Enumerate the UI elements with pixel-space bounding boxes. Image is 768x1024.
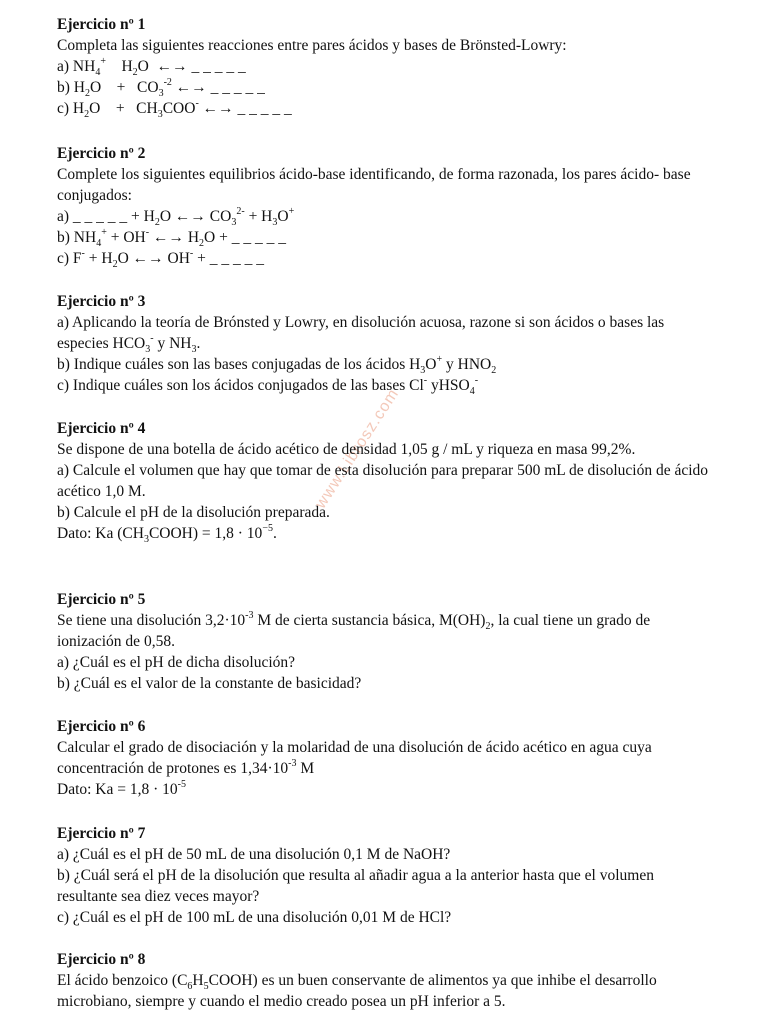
- question-a: a) ¿Cuál es el pH de dicha disolución?: [57, 654, 296, 671]
- exercise-title: Ejercicio nº 6: [57, 718, 146, 735]
- question-b: b) ¿Cuál será el pH de la disolución que resulta al añadir agua a la anterior hasta que el volumen resultante sea diez veces mayor?: [57, 867, 654, 905]
- question-a: a) Aplicando la teoría de Brónsted y Lowry, en disolución acuosa, razone si son ácidos o bases las especies $HCO_3^-$ y $NH_3$.: [57, 314, 665, 356]
- exercise-title: Ejercicio nº 3: [57, 293, 146, 310]
- exercise-4: [57, 418, 717, 544]
- question-b: b) Calcule el pH de la disolución preparada.: [57, 504, 330, 521]
- question-b: b) Indique cuáles son las bases conjugadas de los ácidos $H_3O^+$ y $HNO_2$: [57, 353, 497, 377]
- reaction-a: a) $NH_4^+$ $H_2O$ ←→ _ _ _ _ _: [57, 55, 246, 79]
- exercise-title: Ejercicio nº 4: [57, 420, 146, 437]
- equilibrium-c: c) $F^- + H_2O$ ←→ OH- + _ _ _ _ _: [57, 247, 265, 271]
- exercise-5: [57, 589, 717, 694]
- exercise-8: [57, 949, 717, 1012]
- exercise-intro: Complete los siguientes equilibrios ácido-base identificando, de forma razonada, los pares ácido- base conjugados:: [57, 166, 691, 204]
- exercise-title: Ejercicio nº 1: [57, 16, 146, 33]
- exercise-title: Ejercicio nº 7: [57, 825, 146, 842]
- question-a: a) Calcule el volumen que hay que tomar de esta disolución para preparar 500 mL de disolución de ácido acético 1,0 M.: [57, 462, 709, 500]
- question-c: c) ¿Cuál es el pH de 100 mL de una disolución 0,01 M de HCl?: [57, 909, 452, 926]
- data-note: Dato: $Ka = 1,8 \cdot 10^{-5}$: [57, 778, 187, 798]
- question-b: b) ¿Cuál es el valor de la constante de basicidad?: [57, 675, 362, 692]
- reaction-b: b) $H_2O$ + $CO_3^{-2}$ ←→ _ _ _ _ _: [57, 76, 265, 100]
- exercise-title: Ejercicio nº 5: [57, 591, 146, 608]
- question-a: a) ¿Cuál es el pH de 50 mL de una disolución 0,1 M de NaOH?: [57, 846, 451, 863]
- equilibrium-a: a) _ _ _ _ _ + $H_2O$ ←→ $CO_3^{2-} + H_3O^+$: [57, 205, 295, 229]
- exercise-intro: Completa las siguientes reacciones entre pares ácidos y bases de Brönsted-Lowry:: [57, 37, 567, 54]
- exercise-title: Ejercicio nº 2: [57, 145, 146, 162]
- exercise-7: [57, 823, 717, 928]
- exercise-3: [57, 291, 717, 396]
- data-note: Dato: Ka $(CH_3COOH) = 1,8 \cdot 10^{-5}$.: [57, 522, 277, 546]
- exercise-2: [57, 143, 717, 269]
- question-c: c) Indique cuáles son los ácidos conjugados de las bases Cl- yHSO$_4$-: [57, 374, 479, 398]
- reaction-c: c) $H_2O$ + $CH_3COO^-$ ←→ _ _ _ _ _: [57, 97, 292, 121]
- statement: Se tiene una disolución $3,2\cdot 10^{-3}$ M de cierta sustancia básica, $M(OH)_2$, la cual tiene un grado de ionización de 0,58.: [57, 609, 651, 650]
- watermark: www.Librosz.com: [312, 385, 403, 512]
- statement: El ácido benzoico $(C_6H_5COOH)$ es un buen conservante de alimentos ya que inhibe el desarrollo microbiano, siempre y cuando el medio creado posea un pH inferior a 5.: [57, 972, 657, 1010]
- exercise-title: Ejercicio nº 8: [57, 951, 146, 968]
- exercise-6: [57, 716, 717, 800]
- exercise-1: [57, 14, 717, 119]
- statement: Calcular el grado de disociación y la molaridad de una disolución de ácido acético en agua cuya concentración de protones es $1,34\cdot 10^{-3}$ M: [57, 739, 652, 777]
- statement: Se dispone de una botella de ácido acético de densidad 1,05 g / mL y riqueza en masa 99,2%.: [57, 441, 636, 458]
- equilibrium-b: b) $NH_4^+ + OH^-$ ←→ $H_2O$ + _ _ _ _ _: [57, 226, 286, 250]
